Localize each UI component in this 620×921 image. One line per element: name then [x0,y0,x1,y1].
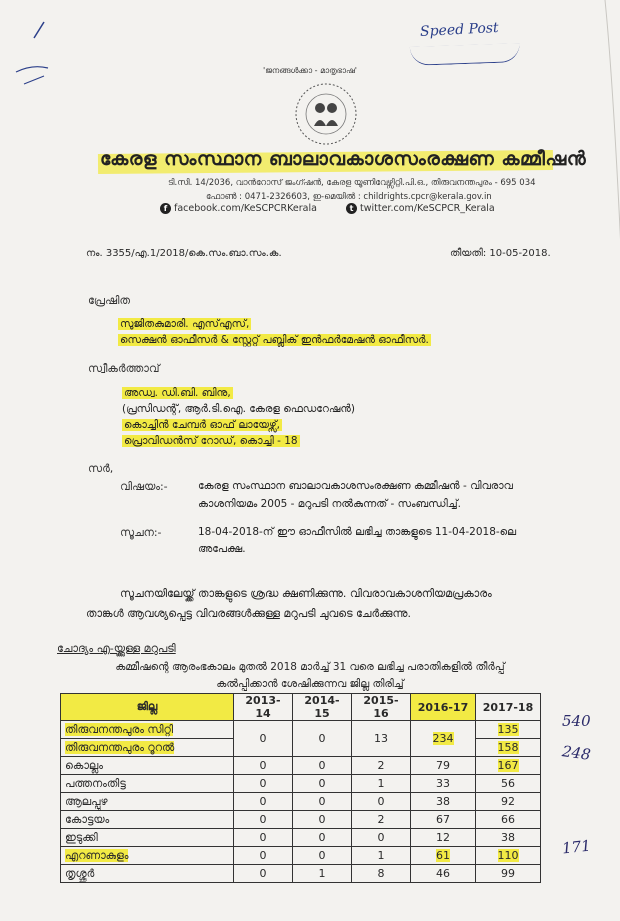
sender-designation: സെക്ഷൻ ഓഫീസർ & സ്റ്റേറ്റ് പബ്ലിക് ഇൻഫർമേഷൻ ഓഫീസർ. [120,334,429,346]
salutation: സർ, [88,462,114,475]
table-row [61,829,541,847]
table-cell: 56 [476,775,541,793]
table-cell: 0 [293,811,352,829]
subject-label: വിഷയം:- [120,480,168,493]
recipient-name: അഡ്വ. ഡി.ബി. ബിനു, [124,387,231,399]
subject-line: കാശനിയമം 2005 - മറുപടി നൽകുന്നത് - സംബന്ധിച്ച്. [198,498,462,510]
subject-line: കേരള സംസ്ഥാന ബാലാവകാശസംരക്ഷണ കമ്മീഷൻ - വിവരാവ [198,480,513,492]
column-header: 2017-18 [476,694,541,721]
table-row [61,811,541,829]
district-cell: കോട്ടയം [61,811,234,829]
facebook-icon: f [160,203,171,214]
table-cell: 234 [411,721,476,757]
reference-note-line: അപേക്ഷ. [198,543,246,555]
district-cell: തിരുവനന്തപുരം സിറ്റി [61,721,234,739]
recipient-role: (പ്രസിഡന്റ്, ആർ.ടി.ഐ. കേരള ഫെഡറേഷൻ) [122,403,355,415]
table-row [61,721,541,739]
speed-post-underline [410,43,521,66]
table-cell: 0 [352,793,411,811]
speed-post-note: Speed Post [419,19,500,41]
commission-emblem-icon [292,80,360,148]
table-cell: 46 [411,865,476,883]
table-cell: 13 [352,721,411,757]
column-header: ജില്ല [61,694,234,721]
table-cell: 0 [234,847,293,865]
table-cell: 0 [234,775,293,793]
table-row [61,793,541,811]
facebook-handle: f facebook.com/KeSCPCRKerala [160,203,317,214]
district-cell: തൃശ്ശൂർ [61,865,234,883]
twitter-handle: t twitter.com/KeSCPCR_Kerala [346,203,495,214]
table-cell: 0 [234,865,293,883]
table-cell: 0 [234,811,293,829]
reference-number: നം. 3355/എ.1/2018/കെ.സം.ബാ.സം.ക. [86,248,282,259]
table-cell: 1 [293,865,352,883]
district-cell: എറണാകുളം [61,847,234,865]
table-cell: 0 [293,829,352,847]
table-row [61,775,541,793]
table-cell: 99 [476,865,541,883]
handwritten-total: 540 [562,712,591,730]
table-cell: 2 [352,757,411,775]
contact-line: ഫോൺ : 0471-2326603, ഇ-മെയിൽ : childrights.cpcr@kerala.gov.in [206,192,492,202]
motto: 'ജനങ്ങൾക്കാ - മാതൃഭാഷ' [263,66,357,75]
address-line: ടി.സി. 14/2036, വാൻറോസ് ജംഗ്ഷൻ, കേരള യൂണിവേഴ്സിറ്റി.പി.ഒ., തിരുവനന്തപുരം - 695 034 [168,178,536,188]
column-header: 2015-16 [352,694,411,721]
section-subtitle: കൽപ്പിക്കാൻ ശേഷിക്കുന്നവ ജില്ല തിരിച്ച് [216,678,404,690]
table-cell: 0 [293,775,352,793]
district-cell: ഇടുക്കി [61,829,234,847]
table-cell: 61 [411,847,476,865]
column-header: 2016-17 [411,694,476,721]
body-text: താങ്കൾ ആവശ്യപ്പെട്ട വിവരങ്ങൾക്കുള്ള മറുപടി ചുവടെ ചേർക്കുന്നു. [86,607,412,620]
column-header: 2014-15 [293,694,352,721]
twitter-icon: t [346,203,357,214]
table-cell: 79 [411,757,476,775]
table-cell: 0 [293,793,352,811]
table-cell: 0 [293,847,352,865]
table-row [61,847,541,865]
sender-label: പ്രേഷിത [88,294,130,307]
section-subtitle: കമ്മീഷന്റെ ആരംഭകാലം മുതൽ 2018 മാർച്ച് 31 വരെ ലഭിച്ച പരാതികളിൽ തീർപ്പ് [115,661,505,673]
table-cell: 0 [293,721,352,757]
table-cell: 0 [234,793,293,811]
organisation-name: കേരള സംസ്ഥാന ബാലാവകാശസംരക്ഷണ കമ്മീഷൻ [100,148,587,170]
table-cell: 0 [293,757,352,775]
pen-mark-icon [30,18,60,42]
table-cell: 38 [476,829,541,847]
district-cell: പത്തനംതിട്ട [61,775,234,793]
district-complaints-table [60,693,541,883]
table-cell: 12 [411,829,476,847]
table-cell: 167 [476,757,541,775]
table-cell: 0 [234,757,293,775]
table-row [61,757,541,775]
table-cell: 67 [411,811,476,829]
table-cell: 0 [234,721,293,757]
table-cell: 0 [352,829,411,847]
district-cell: കൊല്ലം [61,757,234,775]
body-text: സൂചനയിലേയ്ക്ക് താങ്കളുടെ ശ്രദ്ധ ക്ഷണിക്കുന്നു. വിവരാവകാശനിയമപ്രകാരം [120,587,492,600]
table-cell: 158 [476,739,541,757]
table-header-row [61,694,541,721]
table-cell: 110 [476,847,541,865]
recipient-address: പ്രൊവിഡൻസ് റോഡ്, കൊച്ചി - 18 [124,435,298,447]
paper-fold [555,0,620,250]
table-cell: 8 [352,865,411,883]
handwritten-total: 171 [561,836,592,858]
table-cell: 92 [476,793,541,811]
table-cell: 38 [411,793,476,811]
table-cell: 0 [234,829,293,847]
table-cell: 2 [352,811,411,829]
reference-note-label: സൂചന:- [120,526,162,539]
district-cell: തിരുവനന്തപുരം റൂറൽ [61,739,234,757]
sender-name: സുജിതകുമാരി. എസ്എസ്, [120,318,250,330]
table-cell: 135 [476,721,541,739]
recipient-label: സ്വീകർത്താവ് [88,362,160,375]
recipient-office: കൊച്ചിൻ ചേമ്പർ ഓഫ് ലായേഴ്സ്, [124,419,280,431]
table-cell: 33 [411,775,476,793]
table-cell: 66 [476,811,541,829]
handwritten-total: 248 [560,742,592,764]
reference-note-line: 18-04-2018-ന് ഈ ഓഫീസിൽ ലഭിച്ച താങ്കളുടെ 11-04-2018-ലെ [198,526,517,538]
table-cell: 1 [352,775,411,793]
letter-date: തീയതി: 10-05-2018. [450,248,551,259]
section-title: ചോദ്യം എ-യ്ക്കുള്ള മറുപടി [57,642,176,655]
table-row [61,865,541,883]
table-cell: 1 [352,847,411,865]
column-header: 2013-14 [234,694,293,721]
district-cell: ആലപ്പുഴ [61,793,234,811]
